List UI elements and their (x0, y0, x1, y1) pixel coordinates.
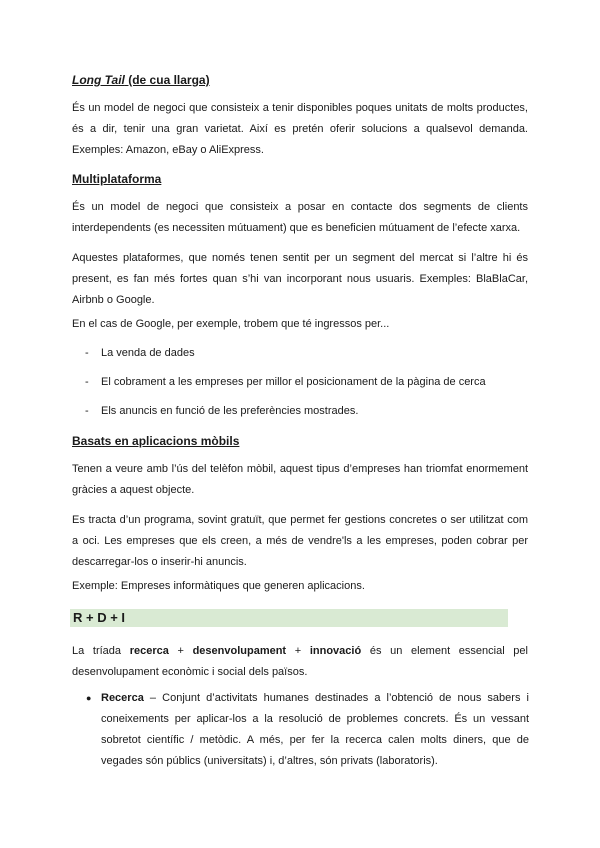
apps-paragraph-3: Exemple: Empreses informàtiques que generen aplicacions. (72, 580, 365, 592)
apps-paragraph-2: Es tracta d’un programa, sovint gratuït, que permet fer gestions concretes o ser utilitzat com a oci. Les empreses que els creen, a més de vendre'ls a les empreses, poden cobrar per descarregar-los o inserir-hi anuncis. (72, 514, 528, 568)
multi-paragraph-1: És un model de negoci que consisteix a posar en contacte dos segments de clients interdependents (es necessiten mútuament) que es beneficien mútuament de l’efecte xarxa. (72, 201, 528, 234)
recerca-bullet (101, 688, 529, 772)
dash-bullet: - (85, 376, 89, 388)
longtail-paragraph: És un model de negoci que consisteix a tenir disponibles poques unitats de molts productes, és a dir, tenir una gran varietat. Així es pretén oferir solucions a qualsevol demanda. Exemples: Amazon, eBay o AliExpress. (72, 102, 528, 156)
list-item: - El cobrament a les empreses per millor el posicionament de la pàgina de cerca (85, 373, 525, 391)
apps-heading: Basats en aplicacions mòbils (72, 434, 240, 448)
list-item: - Els anuncis en funció de les preferències mostrades. (85, 402, 525, 420)
apps-paragraph-1: Tenen a veure amb l’ús del telèfon mòbil, aquest tipus d’empreses han triomfat enormement gràcies a aquest objecte. (72, 463, 528, 496)
dash-bullet: - (85, 347, 89, 359)
list-item: - La venda de dades (85, 344, 525, 362)
bullet-dot: ● (86, 693, 92, 703)
recerca-term: Recerca (101, 692, 144, 704)
rdi-heading: R + D + I (73, 610, 126, 625)
multi-paragraph-3: En el cas de Google, per exemple, trobem que té ingressos per... (72, 318, 390, 330)
multi-paragraph-2: Aquestes plataformes, que només tenen sentit per un segment del mercat si l’altre hi és present, es fan més fortes quan s’hi van incorporant nous usuaris. Exemples: BlaBlaCar, Airbnb o Google. (72, 252, 528, 306)
rdi-heading-band (70, 609, 508, 627)
recerca-definition: – Conjunt d’activitats humanes destinades a l’obtenció de nous sabers i coneixements per aplicar-los a la resolució de problemes concrets. És un vessant sobretot científic / metòdic. A més, per fer la recerca calen molts diners, que de vegades són públics (universitats) i, d’altres, són privats (laboratoris). (101, 692, 529, 767)
longtail-heading-rest: (de cua llarga) (124, 73, 210, 87)
rdi-intro: La tríada recerca + desenvolupament + innovació és un element essencial pel desenvolupament econòmic i social dels països. (72, 645, 528, 678)
dash-bullet: - (85, 405, 89, 417)
multiplataforma-heading: Multiplataforma (72, 172, 162, 186)
google-income-list (85, 344, 525, 431)
longtail-heading (72, 71, 528, 89)
longtail-heading-italic: Long Tail (72, 73, 125, 87)
